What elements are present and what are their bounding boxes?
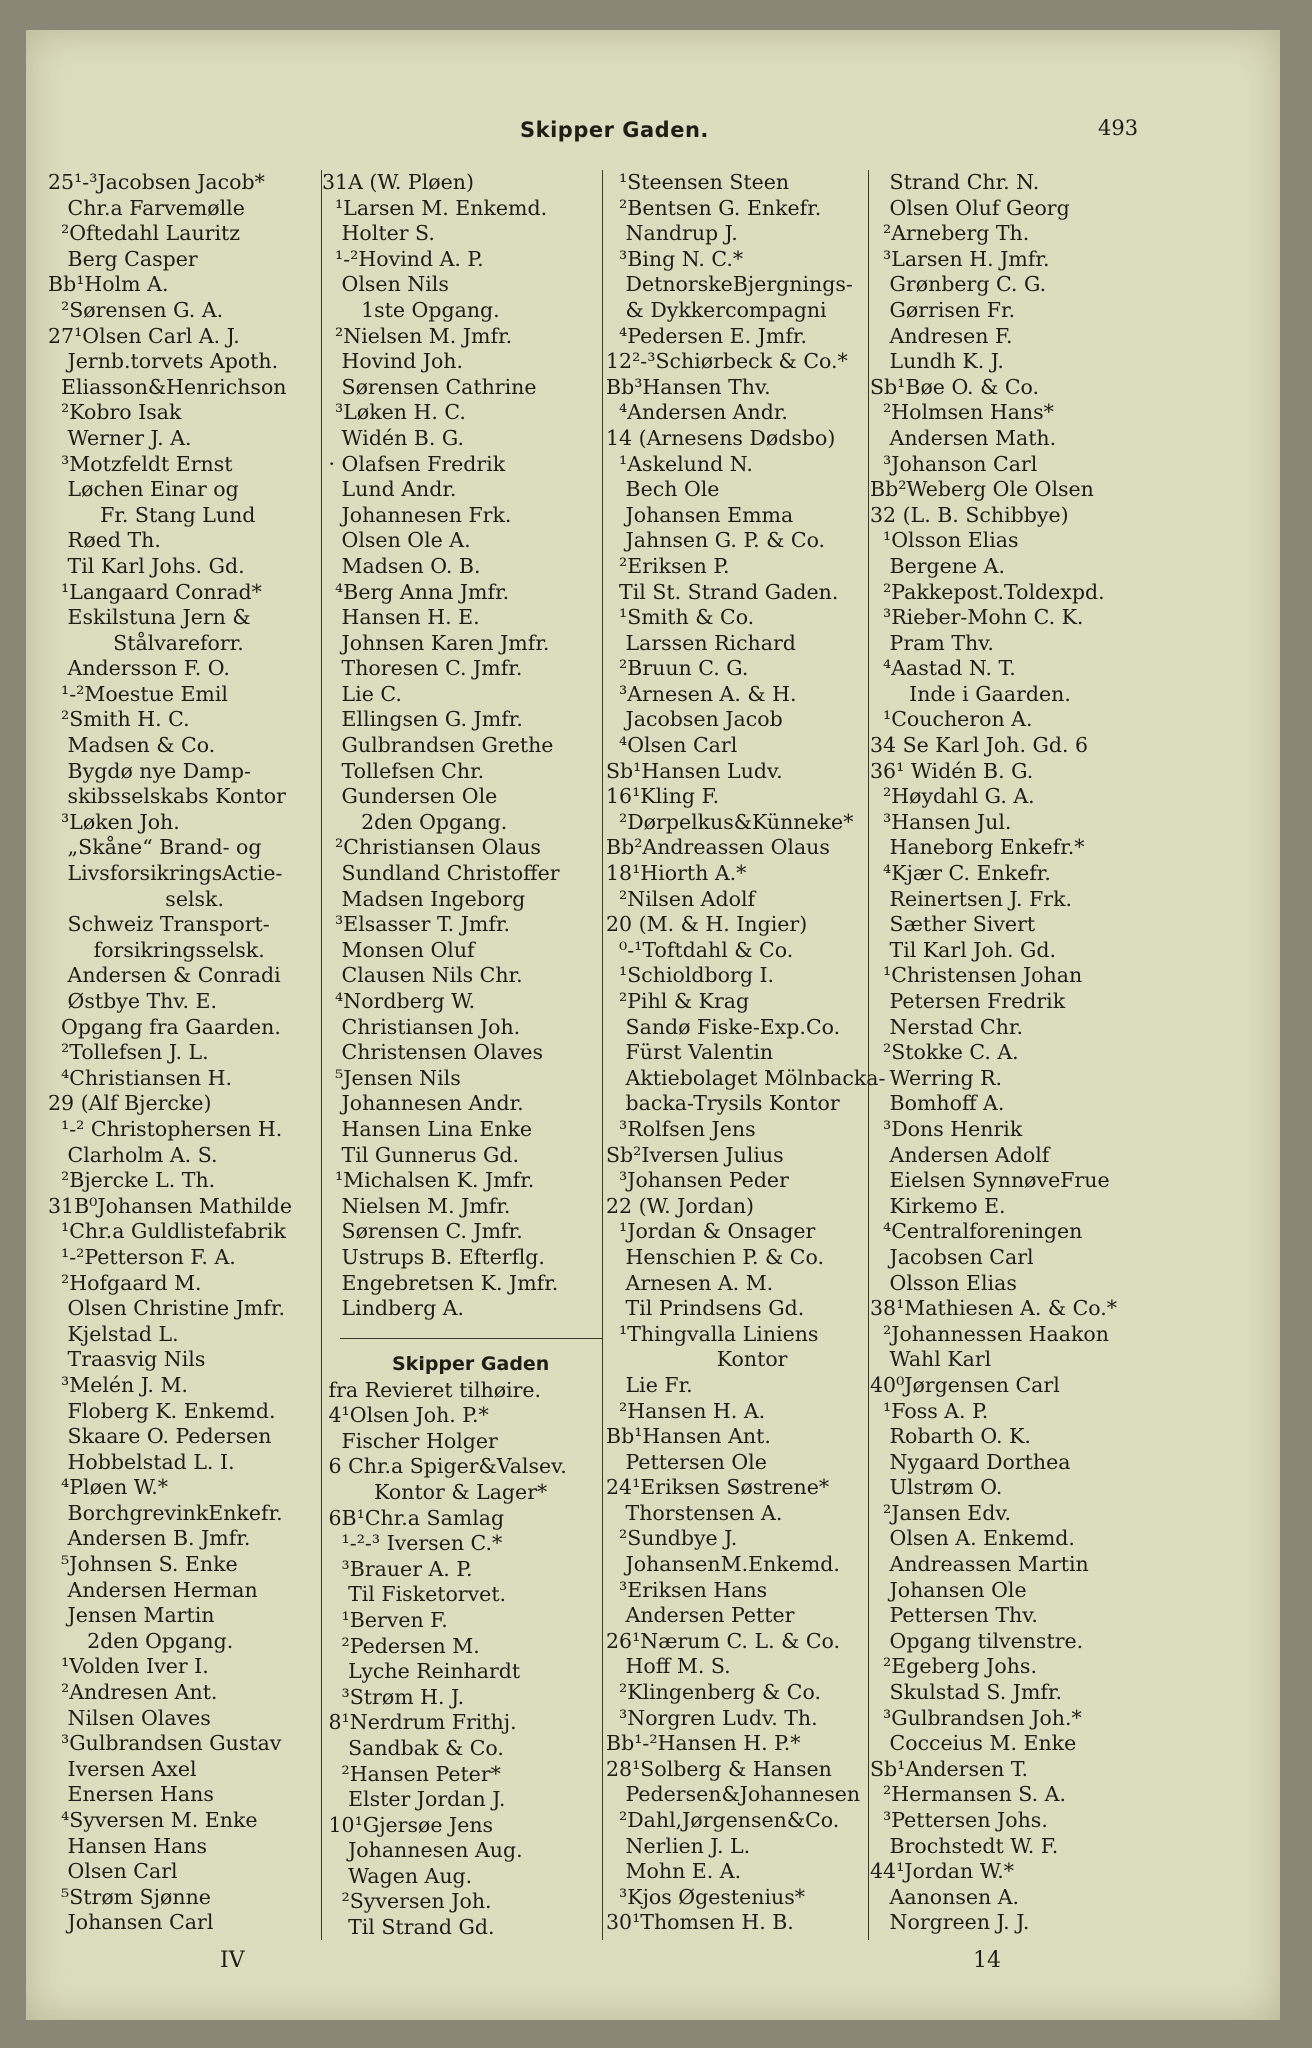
directory-entry: 38¹Mathiesen A. & Co.* — [870, 1296, 1118, 1321]
directory-entry: Jensen Martin — [48, 1603, 215, 1628]
directory-entry: Wagen Aug. — [322, 1863, 473, 1888]
directory-entry: ³Motzfeldt Ernst — [48, 451, 233, 476]
directory-entry: Til St. Strand Gaden. — [606, 579, 839, 604]
directory-entry: ⁴Olsen Carl — [606, 733, 738, 758]
directory-entry: ³Johansen Peder — [606, 1168, 789, 1193]
directory-entry: Til Strand Gd. — [322, 1915, 495, 1940]
page-number: 493 — [1098, 116, 1139, 140]
directory-entry: ⁴Berg Anna Jmfr. — [322, 579, 510, 604]
directory-entry: ⁴Pedersen E. Jmfr. — [606, 323, 807, 348]
directory-entry: ³Hansen Jul. — [870, 809, 1012, 834]
directory-entry: ²Hermansen S. A. — [870, 1782, 1066, 1807]
directory-entry: ⁵Jensen Nils — [322, 1065, 461, 1090]
directory-entry: Gørrisen Fr. — [870, 297, 1016, 322]
directory-entry: Kontor & Lager* — [322, 1479, 548, 1504]
directory-entry: Pedersen&Johannesen — [606, 1782, 861, 1807]
directory-entry: Lyche Reinhardt — [322, 1659, 521, 1684]
directory-entry: Henschien P. & Co. — [606, 1244, 824, 1269]
directory-entry: ²Andresen Ant. — [48, 1680, 218, 1705]
page-title: Skipper Gaden. — [520, 118, 709, 142]
directory-entry: ⁴Kjær C. Enkefr. — [870, 861, 1051, 886]
directory-entry: Werring R. — [870, 1065, 1003, 1090]
directory-entry: 27¹Olsen Carl A. J. — [48, 323, 240, 348]
directory-entry: ²Hansen H. A. — [606, 1398, 766, 1423]
section-title: Skipper Gaden — [392, 1353, 550, 1375]
directory-entry: Hansen H. E. — [322, 605, 480, 630]
directory-entry: Grønberg C. G. — [870, 272, 1047, 297]
directory-entry: Bb¹Hansen Ant. — [606, 1424, 771, 1449]
directory-entry: Chr.a Farvemølle — [48, 195, 245, 220]
directory-entry: ¹Langaard Conrad* — [48, 579, 262, 604]
directory-entry: ²Pihl & Krag — [606, 989, 750, 1013]
directory-entry: 40⁰Jørgensen Carl — [870, 1372, 1060, 1397]
sheet-number: 14 — [973, 1948, 1001, 1973]
directory-entry: ¹-² Christophersen H. — [48, 1116, 283, 1141]
directory-entry: ²Oftedahl Lauritz — [48, 221, 241, 246]
directory-entry: 8¹Nerdrum Frithj. — [322, 1710, 517, 1735]
directory-entry: Røed Th. — [48, 528, 161, 553]
directory-entry: ²Nilsen Adolf — [606, 886, 756, 911]
directory-entry: ²Smith H. C. — [48, 707, 190, 732]
directory-entry: ¹Askelund N. — [606, 451, 753, 476]
directory-entry: 16¹Kling F. — [606, 784, 720, 809]
directory-entry: DetnorskeBjergnings- — [606, 272, 853, 297]
directory-entry: Løchen Einar og — [48, 477, 239, 502]
directory-entry: 29 (Alf Bjercke) — [48, 1091, 212, 1116]
directory-entry: BorchgrevinkEnkefr. — [48, 1500, 283, 1525]
directory-entry: Reinertsen J. Frk. — [870, 886, 1073, 911]
directory-entry: forsikringsselsk. — [48, 937, 265, 962]
directory-entry: ³Johanson Carl — [870, 451, 1038, 476]
directory-entry: ¹Christensen Johan — [870, 963, 1083, 988]
directory-entry: Clarholm A. S. — [48, 1142, 218, 1167]
directory-entry: ⁴Syversen M. Enke — [48, 1808, 258, 1832]
directory-entry: ⁴Nordberg W. — [322, 989, 476, 1013]
section-skipper-gaden — [322, 1352, 602, 1941]
directory-entry: Sb²Iversen Julius — [606, 1142, 784, 1167]
directory-entry: 26¹Nærum C. L. & Co. — [606, 1628, 841, 1653]
directory-entry: Ulstrøm O. — [870, 1475, 1003, 1500]
directory-entry: ²Sundbye J. — [606, 1526, 738, 1551]
directory-entry: Madsen Ingeborg — [322, 886, 526, 911]
directory-entry: Lindberg A. — [322, 1296, 465, 1321]
directory-entry: Kirkemo E. — [870, 1193, 1006, 1218]
directory-entry: Til Gunnerus Gd. — [322, 1142, 520, 1167]
directory-entry: Bergene A. — [870, 553, 1005, 578]
directory-entry: ²Holmsen Hans* — [870, 400, 1054, 425]
directory-entry: ¹Volden Iver I. — [48, 1654, 209, 1679]
directory-entry: ⁴Pløen W.* — [48, 1475, 169, 1500]
directory-entry: Schweiz Transport- — [48, 912, 270, 937]
directory-entry: ²Pedersen M. — [322, 1633, 480, 1658]
directory-entry: Gulbrandsen Grethe — [322, 733, 554, 758]
directory-entry: 36¹ Widén B. G. — [870, 758, 1034, 783]
directory-entry: Thoresen C. Jmfr. — [322, 656, 523, 681]
directory-entry: 18¹Hiorth A.* — [606, 861, 747, 886]
directory-entry: 6B¹Chr.a Samlag — [322, 1505, 505, 1530]
directory-entry: Til Prindsens Gd. — [606, 1296, 805, 1321]
directory-entry: Robarth O. K. — [870, 1424, 1031, 1449]
directory-entry: Hovind Joh. — [322, 349, 464, 374]
directory-entry: Jacobsen Carl — [870, 1244, 1034, 1269]
directory-entry: ¹Michalsen K. Jmfr. — [322, 1168, 535, 1193]
directory-entry: Johansen Emma — [606, 502, 794, 527]
directory-entry: Werner J. A. — [48, 425, 192, 450]
directory-entry: Inde i Gaarden. — [870, 681, 1071, 706]
directory-entry: 28¹Solberg & Hansen — [606, 1756, 832, 1781]
directory-entry: JohansenM.Enkemd. — [606, 1552, 840, 1577]
directory-entry: Engebretsen K. Jmfr. — [322, 1270, 559, 1295]
directory-entry: ³Melén J. M. — [48, 1372, 188, 1397]
directory-entry: Widén B. G. — [322, 425, 465, 450]
directory-entry: Larssen Richard — [606, 630, 796, 655]
directory-entry: Petersen Fredrik — [870, 989, 1066, 1013]
directory-entry: ²Klingenberg & Co. — [606, 1680, 821, 1705]
directory-entry: Olsen Christine Jmfr. — [48, 1296, 286, 1321]
directory-entry: Pram Thv. — [870, 630, 994, 655]
directory-entry: ²Syversen Joh. — [322, 1889, 492, 1914]
directory-entry: Andersson F. O. — [48, 656, 230, 681]
directory-entry: ³Arnesen A. & H. — [606, 681, 797, 706]
directory-column-1 — [48, 170, 323, 1936]
directory-entry: Ellingsen G. Jmfr. — [322, 707, 523, 732]
directory-entry: Opgang fra Gaarden. — [48, 1014, 281, 1039]
directory-entry: 10¹Gjersøe Jens — [322, 1812, 494, 1837]
directory-entry: 22 (W. Jordan) — [606, 1193, 755, 1218]
directory-entry: ³Norgren Ludv. Th. — [606, 1705, 818, 1730]
directory-entry: 4¹Olsen Joh. P.* — [322, 1403, 489, 1428]
directory-entry: Til Karl Joh. Gd. — [870, 937, 1057, 962]
directory-entry: Opgang tilvenstre. — [870, 1628, 1084, 1653]
directory-entry: Sørensen Cathrine — [322, 374, 537, 399]
directory-entry: ²Bjercke L. Th. — [48, 1168, 216, 1193]
directory-entry: Andersen & Conradi — [48, 963, 281, 988]
directory-entry: ¹-²Petterson F. A. — [48, 1244, 236, 1269]
directory-entry: Ustrups B. Efterflg. — [322, 1244, 545, 1269]
directory-entry: Holter S. — [322, 221, 435, 246]
directory-entry: ¹-²-³ Iversen C.* — [322, 1531, 503, 1556]
directory-entry: Johansen Carl — [48, 1910, 214, 1935]
directory-entry: Pettersen Thv. — [870, 1603, 1038, 1628]
directory-entry: Olsen Nils — [322, 272, 449, 297]
directory-entry: Sundland Christoffer — [322, 861, 560, 886]
directory-entry: ²Sørensen G. A. — [48, 297, 224, 322]
section-divider — [340, 1338, 602, 1339]
directory-entry: 31B⁰Johansen Mathilde — [48, 1193, 292, 1218]
directory-entry: ²Stokke C. A. — [870, 1040, 1019, 1065]
directory-entry: Arnesen A. M. — [606, 1270, 774, 1295]
directory-entry: Bb¹-²Hansen H. P.* — [606, 1731, 801, 1756]
signature-mark: IV — [220, 1948, 245, 1973]
directory-entry: ²Eriksen P. — [606, 553, 730, 578]
directory-entry: ¹Thingvalla Liniens — [606, 1321, 819, 1346]
directory-entry: Clausen Nils Chr. — [322, 963, 523, 988]
directory-entry: Nielsen M. Jmfr. — [322, 1193, 511, 1218]
directory-entry: Hoff M. S. — [606, 1654, 731, 1679]
directory-entry: ¹Olsson Elias — [870, 528, 1019, 553]
directory-entry: ²Dørpelkus&Künneke* — [606, 809, 854, 834]
directory-entry: fra Revieret tilhøire. — [322, 1377, 542, 1402]
directory-entry: Nygaard Dorthea — [870, 1449, 1071, 1474]
directory-entry: Olsen Oluf Georg — [870, 195, 1070, 220]
directory-entry: Andersen Herman — [48, 1577, 258, 1602]
directory-entry: Bb²Andreassen Olaus — [606, 835, 830, 860]
directory-entry: Johannesen Andr. — [322, 1091, 524, 1116]
directory-entry: Andersen Adolf — [870, 1142, 1050, 1167]
directory-entry: Olsen Ole A. — [322, 528, 471, 553]
directory-entry: Eliasson&Henrichson — [48, 374, 287, 399]
directory-entry: 32 (L. B. Schibbye) — [870, 502, 1069, 527]
directory-entry: 1ste Opgang. — [322, 297, 500, 322]
directory-entry: Norgreen J. J. — [870, 1910, 1030, 1935]
directory-column-2 — [322, 170, 602, 1322]
directory-entry: ³Gulbrandsen Gustav — [48, 1731, 282, 1756]
directory-entry: Traasvig Nils — [48, 1347, 206, 1372]
directory-entry: Skulstad S. Jmfr. — [870, 1680, 1063, 1705]
directory-entry: ²Bruun C. G. — [606, 656, 749, 681]
directory-entry: Brochstedt W. F. — [870, 1833, 1059, 1858]
directory-entry: ³Rolfsen Jens — [606, 1116, 756, 1141]
directory-entry: Hansen Hans — [48, 1833, 208, 1858]
directory-entry: „Skåne“ Brand- og — [48, 835, 262, 860]
directory-entry: Aanonsen A. — [870, 1884, 1020, 1909]
directory-entry: Thorstensen A. — [606, 1500, 783, 1525]
directory-entry: ²Tollefsen J. L. — [48, 1040, 209, 1065]
directory-entry: ¹Smith & Co. — [606, 605, 755, 630]
directory-entry: 24¹Eriksen Søstrene* — [606, 1475, 830, 1500]
directory-entry: ³Larsen H. Jmfr. — [870, 246, 1050, 271]
directory-entry: Nandrup J. — [606, 221, 738, 246]
directory-entry: 12²-³Schiørbeck & Co.* — [606, 349, 848, 374]
directory-entry: Bb²Weberg Ole Olsen — [870, 477, 1094, 502]
directory-entry: Madsen O. B. — [322, 553, 481, 578]
directory-entry: Andreassen Martin — [870, 1552, 1089, 1577]
directory-entry: ²Nielsen M. Jmfr. — [322, 323, 513, 348]
directory-entry: 6 Chr.a Spiger&Valsev. — [322, 1454, 567, 1479]
directory-entry: Nerstad Chr. — [870, 1014, 1023, 1039]
directory-entry: Andersen Petter — [606, 1603, 795, 1628]
directory-entry: ⁵Strøm Sjønne — [48, 1884, 211, 1909]
directory-entry: ³Bing N. C.* — [606, 246, 744, 271]
directory-entry: Johnsen Karen Jmfr. — [322, 630, 550, 655]
directory-entry: Sandø Fiske-Exp.Co. — [606, 1014, 841, 1039]
column-rule — [602, 170, 603, 1940]
directory-entry: Skaare O. Pedersen — [48, 1424, 272, 1449]
directory-entry: ²Christiansen Olaus — [322, 835, 541, 860]
directory-entry: 34 Se Karl Joh. Gd. 6 — [870, 733, 1089, 758]
directory-entry: 2den Opgang. — [48, 1628, 234, 1653]
directory-entry: Nerlien J. L. — [606, 1833, 751, 1858]
directory-entry: Fischer Holger — [322, 1428, 498, 1453]
directory-entry: Hansen Lina Enke — [322, 1116, 533, 1141]
directory-entry: Lund Andr. — [322, 477, 457, 502]
directory-entry: Fr. Stang Lund — [48, 502, 256, 527]
directory-entry: Pettersen Ole — [606, 1449, 767, 1474]
directory-entry: Christiansen Joh. — [322, 1014, 521, 1039]
directory-entry: selsk. — [48, 886, 224, 911]
directory-entry: Enersen Hans — [48, 1782, 214, 1807]
directory-entry: Til Karl Johs. Gd. — [48, 553, 245, 578]
directory-entry: Andersen Math. — [870, 425, 1057, 450]
directory-entry: ¹-²Moestue Emil — [48, 681, 228, 706]
directory-entry: ³Rieber-Mohn C. K. — [870, 605, 1084, 630]
directory-entry: ¹Schioldborg I. — [606, 963, 775, 988]
directory-entry: Olsen A. Enkemd. — [870, 1526, 1075, 1551]
directory-entry: Cocceius M. Enke — [870, 1731, 1077, 1756]
directory-entry: Lundh K. J. — [870, 349, 1004, 374]
directory-entry: Østbye Thv. E. — [48, 989, 218, 1013]
directory-entry: ³Løken Joh. — [48, 809, 180, 834]
directory-entry: Bb¹Holm A. — [48, 272, 169, 297]
directory-entry: ⁴Aastad N. T. — [870, 656, 1016, 681]
directory-entry: Mohn E. A. — [606, 1859, 742, 1884]
directory-entry: ³Eriksen Hans — [606, 1577, 768, 1602]
directory-entry: 31A (W. Pløen) — [322, 170, 474, 194]
directory-entry: Bomhoff A. — [870, 1091, 1005, 1116]
directory-entry: Bygdø nye Damp- — [48, 758, 251, 783]
directory-entry: Nilsen Olaves — [48, 1705, 211, 1730]
directory-entry: ⁴Christiansen H. — [48, 1065, 232, 1090]
directory-entry: 44¹Jordan W.* — [870, 1859, 1014, 1884]
directory-entry: Fürst Valentin — [606, 1040, 774, 1065]
directory-entry: ¹Larsen M. Enkemd. — [322, 195, 548, 220]
directory-entry: ²Arneberg Th. — [870, 221, 1030, 246]
directory-entry: ²Pakkepost.Toldexpd. — [870, 579, 1105, 604]
directory-entry: ²Høydahl G. A. — [870, 784, 1035, 809]
directory-entry: Hobbelstad L. I. — [48, 1449, 235, 1474]
directory-entry: ²Bentsen G. Enkefr. — [606, 195, 822, 220]
directory-entry: ³Pettersen Johs. — [870, 1808, 1048, 1832]
directory-entry: ²Hansen Peter* — [322, 1761, 501, 1786]
directory-entry: backa-Trysils Kontor — [606, 1091, 840, 1116]
directory-entry: ²Johannessen Haakon — [870, 1321, 1109, 1346]
directory-entry: Sørensen C. Jmfr. — [322, 1219, 523, 1244]
directory-entry: 14 (Arnesens Dødsbo) — [606, 425, 836, 450]
directory-entry: Stålvareforr. — [48, 630, 244, 655]
directory-entry: Lie Fr. — [606, 1372, 693, 1397]
directory-entry: Johannesen Aug. — [322, 1838, 523, 1863]
directory-entry: Berg Casper — [48, 246, 198, 271]
directory-entry: Elster Jordan J. — [322, 1787, 506, 1812]
directory-entry: Johansen Ole — [870, 1577, 1027, 1602]
directory-entry: Bb³Hansen Thv. — [606, 374, 771, 399]
directory-entry: ¹Foss A. P. — [870, 1398, 989, 1423]
directory-entry: Strand Chr. N. — [870, 170, 1040, 194]
directory-entry: 20 (M. & H. Ingier) — [606, 912, 808, 937]
directory-entry: Kontor — [606, 1347, 788, 1372]
directory-entry: Jacobsen Jacob — [606, 707, 783, 732]
directory-entry: Jahnsen G. P. & Co. — [606, 528, 826, 553]
directory-entry: ²Kobro Isak — [48, 400, 182, 425]
directory-entry: Andresen F. — [870, 323, 1013, 348]
directory-entry: Lie C. — [322, 681, 402, 706]
directory-entry: Olsen Carl — [48, 1859, 178, 1884]
directory-entry: ¹Chr.a Guldlistefabrik — [48, 1219, 286, 1244]
directory-entry: Tollefsen Chr. — [322, 758, 485, 783]
directory-entry: Christensen Olaves — [322, 1040, 544, 1065]
directory-column-4 — [870, 170, 1170, 1936]
directory-entry: ⁰-¹Toftdahl & Co. — [606, 937, 794, 962]
directory-entry: Haneborg Enkefr.* — [870, 835, 1085, 860]
directory-entry: · Olafsen Fredrik — [322, 451, 506, 476]
directory-entry: Sb¹Bøe O. & Co. — [870, 374, 1040, 399]
directory-column-3 — [606, 170, 886, 1936]
directory-entry: Sæther Sivert — [870, 912, 1036, 937]
section-lines — [322, 1378, 602, 1941]
directory-entry: Olsson Elias — [870, 1270, 1017, 1295]
directory-entry: Wahl Karl — [870, 1347, 992, 1372]
directory-entry: ³Dons Henrik — [870, 1116, 1023, 1141]
directory-entry: ³Strøm H. J. — [322, 1684, 465, 1709]
directory-entry: ¹Coucheron A. — [870, 707, 1033, 732]
directory-entry: ²Hofgaard M. — [48, 1270, 202, 1295]
directory-entry: Sandbak & Co. — [322, 1735, 504, 1760]
directory-entry: Andersen B. Jmfr. — [48, 1526, 251, 1551]
directory-entry: Jernb.torvets Apoth. — [48, 349, 279, 374]
directory-entry: Gundersen Ole — [322, 784, 498, 809]
directory-entry: Iversen Axel — [48, 1756, 197, 1781]
directory-entry: Floberg K. Enkemd. — [48, 1398, 276, 1423]
directory-entry: Til Fisketorvet. — [322, 1582, 507, 1607]
directory-entry: ³Kjos Øgestenius* — [606, 1884, 805, 1909]
directory-entry: Monsen Oluf — [322, 937, 475, 962]
directory-entry: ³Elsasser T. Jmfr. — [322, 912, 511, 937]
directory-entry: ⁴Centralforeningen — [870, 1219, 1083, 1244]
directory-entry: ³Brauer A. P. — [322, 1556, 473, 1581]
directory-entry: ¹Berven F. — [322, 1607, 448, 1632]
directory-entry: ⁵Johnsen S. Enke — [48, 1552, 238, 1577]
directory-entry: LivsforsikringsActie- — [48, 861, 283, 886]
directory-entry: ¹-²Hovind A. P. — [322, 246, 484, 271]
directory-entry: Sb¹Andersen T. — [870, 1756, 1028, 1781]
directory-entry: Aktiebolaget Mölnbacka- — [606, 1065, 886, 1090]
directory-entry: 30¹Thomsen H. B. — [606, 1910, 794, 1935]
directory-entry: ¹Jordan & Onsager — [606, 1219, 816, 1244]
directory-entry: ²Jansen Edv. — [870, 1500, 1012, 1525]
directory-entry: ³Gulbrandsen Joh.* — [870, 1705, 1082, 1730]
directory-entry: skibsselskabs Kontor — [48, 784, 286, 809]
directory-entry: 2den Opgang. — [322, 809, 508, 834]
directory-entry: Sb¹Hansen Ludv. — [606, 758, 783, 783]
directory-entry: ⁴Andersen Andr. — [606, 400, 788, 425]
directory-entry: Madsen & Co. — [48, 733, 216, 758]
directory-entry: ¹Steensen Steen — [606, 170, 790, 194]
directory-entry: Eielsen SynnøveFrue — [870, 1168, 1110, 1193]
directory-entry: & Dykkercompagni — [606, 297, 827, 322]
directory-entry: 25¹-³Jacobsen Jacob* — [48, 170, 265, 194]
directory-entry: Kjelstad L. — [48, 1321, 179, 1346]
directory-entry: ³Løken H. C. — [322, 400, 466, 425]
directory-entry: Bech Ole — [606, 477, 720, 502]
directory-entry: ²Dahl,Jørgensen&Co. — [606, 1808, 840, 1832]
directory-entry: ²Egeberg Johs. — [870, 1654, 1037, 1679]
directory-entry: Johannesen Frk. — [322, 502, 512, 527]
directory-entry: Eskilstuna Jern & — [48, 605, 251, 630]
